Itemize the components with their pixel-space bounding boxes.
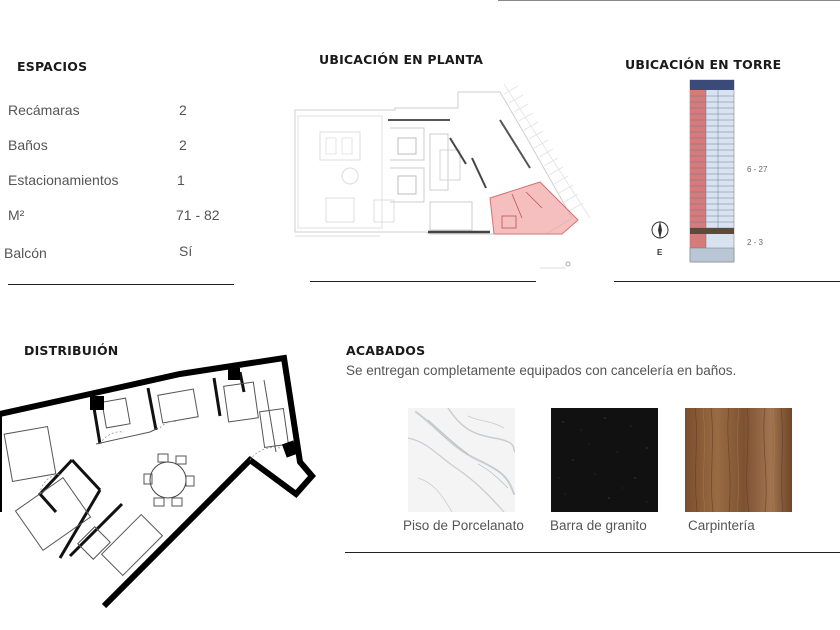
floor-range-lower: 2 - 3 [747, 238, 764, 247]
spec-label: Baños [8, 137, 48, 153]
planta-divider [310, 281, 536, 282]
spec-label: Estacionamientos [8, 172, 119, 188]
compass-letter: E [657, 248, 663, 257]
acabados-heading: ACABADOS [346, 343, 426, 358]
torre-divider [614, 281, 840, 282]
espacios-heading: ESPACIOS [17, 59, 88, 74]
spec-value: 71 - 82 [176, 207, 220, 223]
espacios-divider [8, 284, 234, 285]
wood-texture [685, 408, 792, 512]
swatch-caption-carpinteria: Carpintería [688, 518, 755, 533]
spec-value: 2 [179, 102, 187, 118]
spec-value: 2 [179, 137, 187, 153]
spec-label: Balcón [4, 245, 47, 261]
top-divider [498, 0, 840, 1]
swatch-caption-porcelanato: Piso de Porcelanato [403, 518, 524, 533]
spec-value: Sí [179, 243, 193, 259]
acabados-description: Se entregan completamente equipados con cancelería en baños. [346, 363, 737, 378]
spec-label: Recámaras [8, 102, 80, 118]
distribucion-heading: DISTRIBUIÓN [24, 343, 119, 358]
compass-icon [649, 218, 671, 246]
tower-drawing [688, 78, 736, 264]
site-plan-drawing [290, 68, 612, 278]
torre-heading: UBICACIÓN EN TORRE [625, 57, 782, 72]
swatch-caption-granito: Barra de granito [550, 518, 647, 533]
acabados-divider [345, 552, 840, 553]
marble-texture [408, 408, 515, 512]
floor-range-upper: 6 - 27 [747, 165, 768, 174]
planta-heading: UBICACIÓN EN PLANTA [319, 52, 484, 67]
spec-label: M² [8, 207, 25, 223]
spec-value: 1 [177, 172, 185, 188]
granite-texture [551, 408, 658, 512]
unit-floor-plan-drawing [0, 352, 320, 614]
